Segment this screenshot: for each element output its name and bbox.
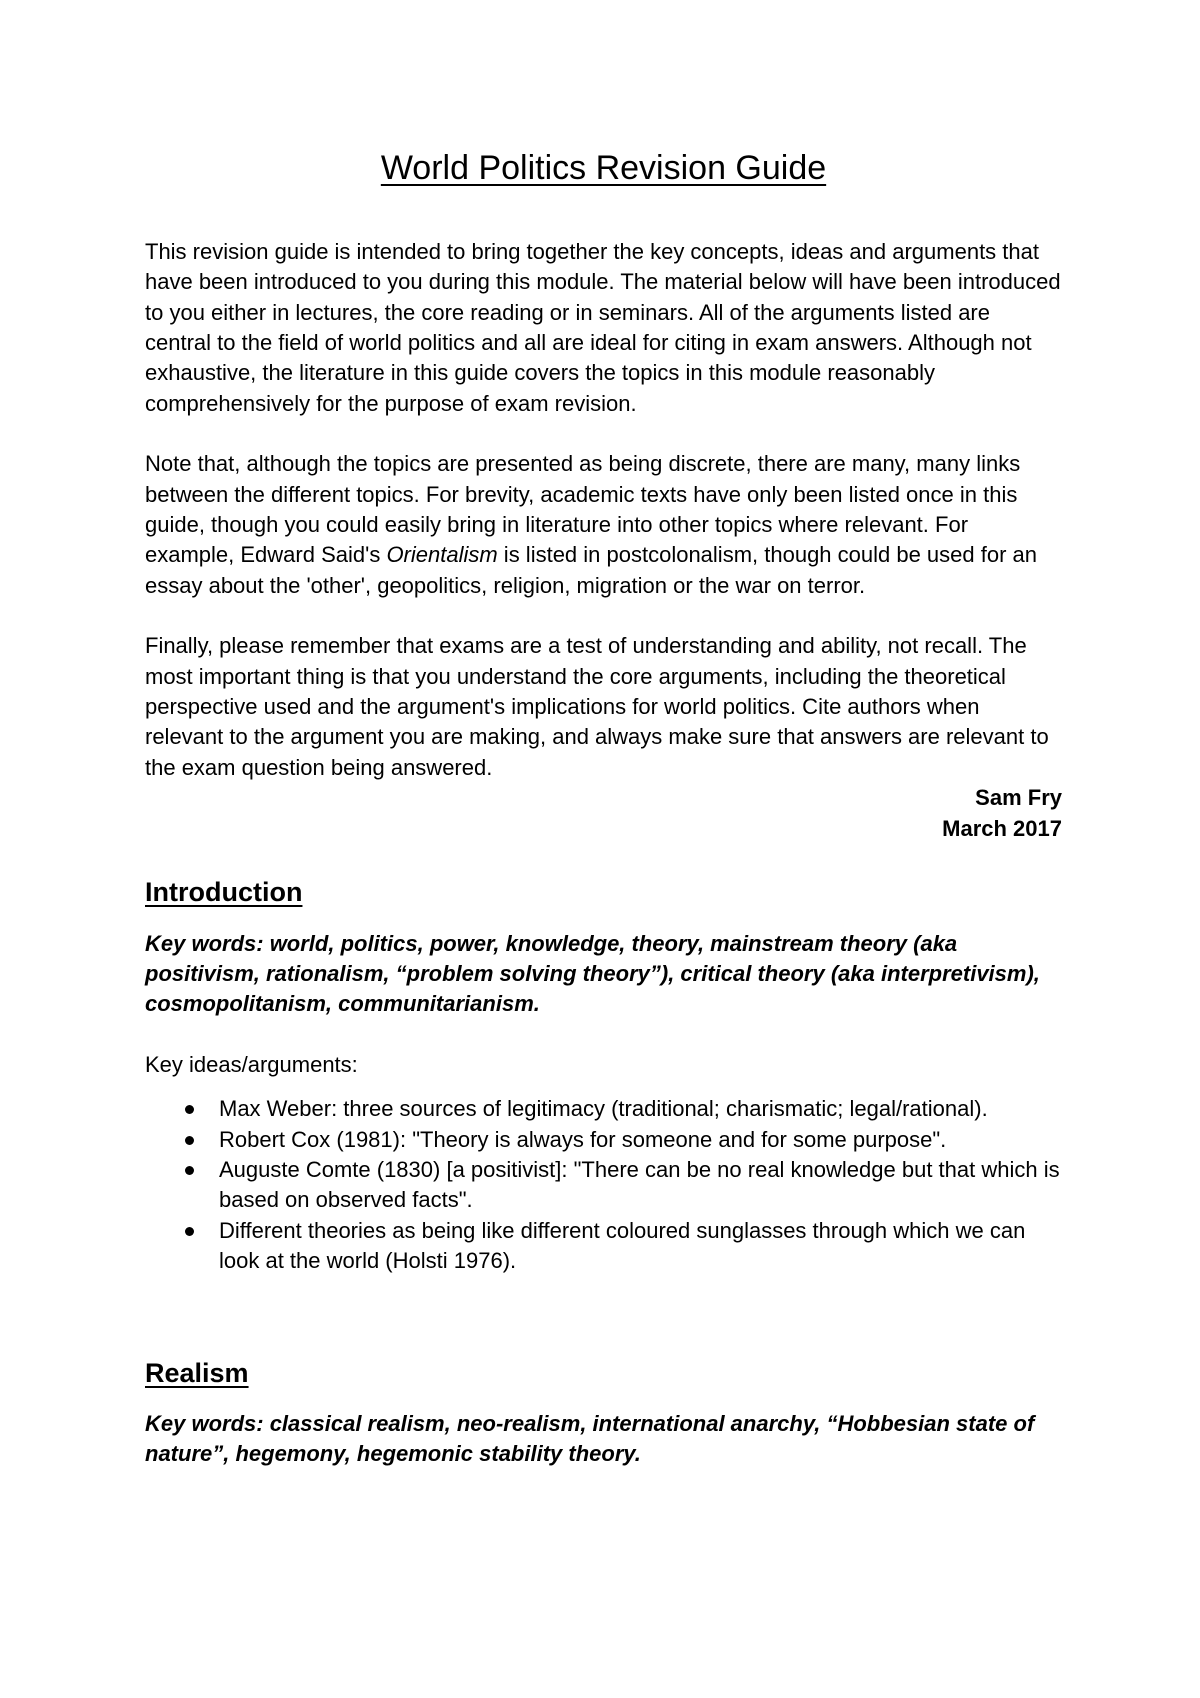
intro-paragraph-3: Finally, please remember that exams are a test of understanding and ability, not recall. The most important thing is that you understand the core arguments, including the theoretical perspective used and the argument's implications for world politics. Cite authors when relevant to the argument you are making, and always make sure that answers are relevant to the exam question being answered.	[145, 633, 1049, 780]
document-title: World Politics Revision Guide	[380, 149, 827, 187]
introduction-keywords: Key words: world, politics, power, knowledge, theory, mainstream theory (aka positivism, rationalism, “problem solving theory”), critical theory (aka interpretivism), cosmopolitanism, communitarianism.	[145, 930, 1040, 1017]
key-ideas-list	[145, 1094, 1062, 1276]
section-heading-introduction: Introduction	[145, 877, 303, 908]
list-item-text: Max Weber: three sources of legitimacy (traditional; charismatic; legal/rational).	[219, 1096, 988, 1122]
list-item-text: Different theories as being like different coloured sunglasses through which we can look at the world (Holsti 1976).	[219, 1217, 1026, 1274]
list-item	[145, 1125, 1062, 1155]
bullet-icon	[185, 1227, 194, 1236]
document-body	[145, 140, 1062, 1470]
list-item	[145, 1155, 1062, 1216]
list-item-text: Robert Cox (1981): "Theory is always for someone and for some purpose".	[219, 1126, 947, 1152]
section-heading-realism: Realism	[145, 1357, 249, 1388]
orientalism-title: Orientalism	[386, 542, 498, 568]
bullet-icon	[185, 1166, 194, 1175]
intro-paragraph-2	[145, 449, 1062, 601]
author-name: Sam Fry	[975, 785, 1062, 811]
bullet-icon	[185, 1105, 194, 1114]
document-date: March 2017	[942, 815, 1062, 841]
list-item	[145, 1216, 1062, 1277]
intro-paragraph-2-text-a: Note that, although the topics are presented as being discrete, there are many, many links between the different topics. For brevity, academic texts have only been listed once in this guide, though you could easily bring in literature into other topics where relevant. For example, Edward Said's	[145, 451, 1021, 568]
bullet-icon	[185, 1136, 194, 1145]
intro-paragraph-2-text-b: is listed in postcolonalism, though could be used for an essay about the 'other', geopolitics, religion, migration or the war on terror.	[145, 542, 1038, 598]
intro-paragraph-1: This revision guide is intended to bring together the key concepts, ideas and arguments that have been introduced to you during this module. The material below will have been introduced to you either in lectures, the core reading or in seminars. All of the arguments listed are central to the field of world politics and all are ideal for citing in exam answers. Although not exhaustive, the literature in this guide covers the topics in this module reasonably comprehensively for the purpose of exam revision.	[145, 238, 1061, 416]
key-ideas-label: Key ideas/arguments:	[145, 1051, 358, 1077]
list-item-text: Auguste Comte (1830) [a positivist]: "There can be no real knowledge but that which is based on observed facts".	[219, 1156, 1060, 1213]
realism-keywords: Key words: classical realism, neo-realism, international anarchy, “Hobbesian state of nature”, hegemony, hegemonic stability theory.	[145, 1410, 1035, 1467]
list-item	[145, 1094, 1062, 1124]
